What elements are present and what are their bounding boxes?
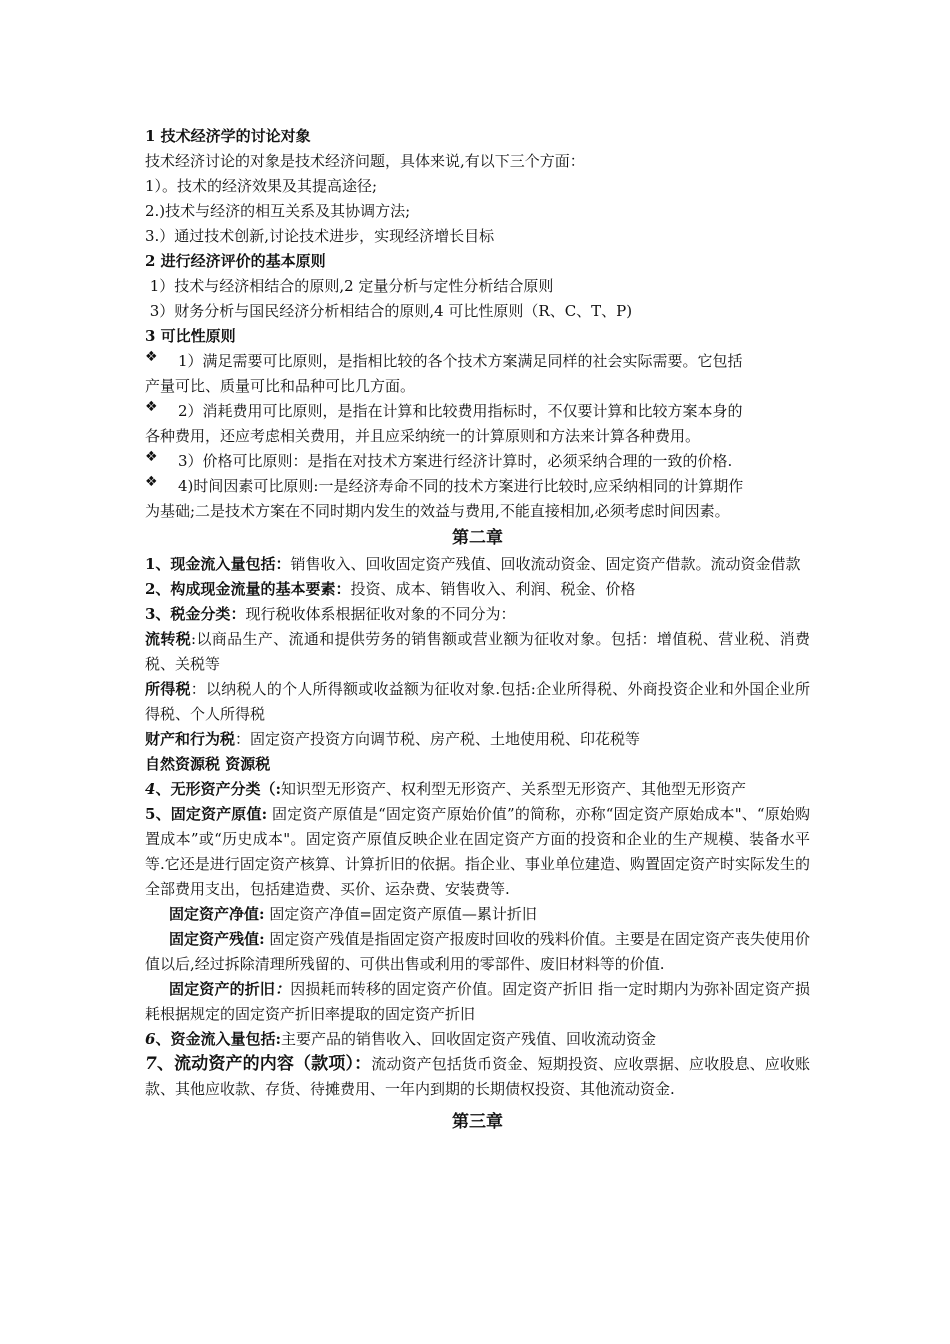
depreciation-colon: ： (275, 980, 291, 998)
cash-inflow-paragraph (145, 552, 810, 577)
capital-inflow-label: 、资金流入量包括: (155, 1030, 281, 1048)
cash-flow-elements-paragraph (145, 577, 810, 602)
current-assets-text: 流动资产包括货币资金、短期投资、应收票据、应收股息、应收账款、其他应收款、存货、待摊费用、一年内到期的长期债权投资、其他流动资金. (145, 1055, 810, 1098)
cash-flow-elements-text: 投资、成本、销售收入、利润、税金、价格 (350, 580, 636, 598)
principle-1-line-2: 产量可比、质量可比和品种可比几方面。 (145, 377, 416, 395)
principle-2-line-2: 各种费用，还应考虑相关费用，并且应采纳统一的计算原则和方法来计算各种费用。 (145, 427, 701, 445)
residual-value-label: 固定资产残值: (169, 930, 265, 948)
cash-flow-elements-label: 2、构成现金流量的基本要素： (145, 580, 351, 598)
principle-2-line-1: 2）消耗费用可比原则，是指在计算和比较费用指标时，不仅要计算和比较方案本身的 (178, 402, 743, 420)
principle-item-4 (145, 474, 810, 524)
bullet-diamond-icon: ❖ (145, 349, 158, 365)
tax-classification-text: 现行税收体系根据征收对象的不同分为： (245, 605, 516, 623)
section-1-item-2: 2.)技术与经济的相互关系及其协调方法; (145, 202, 411, 220)
turnover-tax-paragraph (145, 627, 810, 677)
income-tax-label: 所得税 (145, 680, 191, 698)
original-value-label: 5、固定资产原值: (145, 805, 268, 823)
principle-3-line-1: 3）价格可比原则：是指在对技术方案进行经济计算时，必须采纳合理的一致的价格. (178, 452, 733, 470)
cash-inflow-text: 销售收入、回收固定资产残值、回收流动资金、固定资产借款。流动资金借款 (290, 555, 801, 573)
current-assets-number: 7 (145, 1054, 157, 1074)
net-value-paragraph (145, 902, 810, 927)
intangible-assets-label: 、无形资产分类（: (155, 780, 281, 798)
principle-item-1 (145, 349, 810, 399)
depreciation-label: 固定资产的折旧 (169, 980, 276, 998)
section-1-title: 1 技术经济学的讨论对象 (145, 127, 311, 145)
section-2-line-2: 3）财务分析与国民经济分析相结合的原则,4 可比性原则（R、C、T、P) (145, 302, 633, 320)
section-2-line-1: 1）技术与经济相结合的原则,2 定量分析与定性分析结合原则 (145, 277, 554, 295)
resource-tax-heading: 自然资源税 资源税 (145, 755, 271, 773)
principle-1-line-1: 1）满足需要可比原则，是指相比较的各个技术方案满足同样的社会实际需要。它包括 (178, 352, 743, 370)
property-tax-label: 财产和行为税 (145, 730, 236, 748)
depreciation-paragraph (145, 977, 810, 1027)
chapter-3-heading: 第三章 (452, 1112, 503, 1132)
capital-inflow-number: 6 (145, 1030, 156, 1048)
document-body (145, 124, 810, 1136)
turnover-tax-label: 流转税 (145, 630, 192, 648)
intangible-assets-number: 4 (145, 780, 156, 798)
current-assets-label: 、流动资产的内容（款项）： (156, 1054, 372, 1074)
section-2-title: 2 进行经济评价的基本原则 (145, 252, 326, 270)
intangible-assets-text: 知识型无形资产、权利型无形资产、关系型无形资产、其他型无形资产 (280, 780, 746, 798)
residual-value-paragraph (145, 927, 810, 977)
section-1-item-3: 3.）通过技术创新,讨论技术进步，实现经济增长目标 (145, 227, 495, 245)
cash-inflow-label: 1、现金流入量包括： (145, 555, 291, 573)
chapter-2-heading: 第二章 (452, 528, 503, 548)
principle-4-line-2: 为基础;二是技术方案在不同时期内发生的效益与费用,不能直接相加,必须考虑时间因素。 (145, 502, 730, 520)
bullet-diamond-icon: ❖ (145, 449, 158, 465)
net-value-text: 固定资产净值=固定资产原值—累计折旧 (264, 905, 537, 923)
residual-value-text: 固定资产残值是指固定资产报废时回收的残料价值。主要是在固定资产丧失使用价值以后,经过拆除清理所残留的、可供出售或利用的零部件、废旧材料等的价值. (145, 930, 810, 973)
section-1-item-1: 1）。技术的经济效果及其提高途径; (145, 177, 378, 195)
property-tax-paragraph (145, 727, 810, 752)
principle-item-2 (145, 399, 810, 449)
original-value-text: 固定资产原值是“固定资产原始价值”的简称，亦称“固定资产原始成本"、“原始购置成本”或“历史成本"。固定资产原值反映企业在固定资产方面的投资和企业的生产规模、装备水平等.它还是进行固定资产核算、计算折旧的依据。指企业、事业单位建造、购置固定资产时实际发生的全部费用支出，包括建造费、买价、运杂费、安装费等. (145, 805, 810, 898)
net-value-label: 固定资产净值: (169, 905, 265, 923)
principle-4-line-1: 4)时间因素可比原则:一是经济寿命不同的技术方案进行比较时,应采纳相同的计算期作 (178, 477, 744, 495)
income-tax-text: ：以纳税人的个人所得额或收益额为征收对象.包括:企业所得税、外商投资企业和外国企业所得税、个人所得税 (145, 680, 810, 723)
principle-item-3 (145, 449, 810, 474)
original-value-paragraph (145, 802, 810, 902)
intangible-assets-paragraph (145, 777, 810, 802)
bullet-diamond-icon: ❖ (145, 474, 158, 490)
capital-inflow-text: 主要产品的销售收入、回收固定资产残值、回收流动资金 (280, 1030, 656, 1048)
turnover-tax-text: :以商品生产、流通和提供劳务的销售额或营业额为征收对象。包括：增值税、营业税、消费税、关税等 (145, 630, 810, 673)
capital-inflow-paragraph (145, 1027, 810, 1052)
tax-classification-label: 3、税金分类： (145, 605, 246, 623)
property-tax-text: ：固定资产投资方向调节税、房产税、土地使用税、印花税等 (235, 730, 641, 748)
depreciation-text: 因损耗而转移的固定资产价值。固定资产折旧 指一定时期内为弥补固定资产损耗根据规定的固定资产折旧率提取的固定资产折旧 (145, 980, 810, 1023)
section-1-intro: 技术经济讨论的对象是技术经济问题，具体来说,有以下三个方面： (145, 152, 585, 170)
income-tax-paragraph (145, 677, 810, 727)
section-3-title: 3 可比性原则 (145, 327, 236, 345)
current-assets-paragraph (145, 1052, 810, 1102)
bullet-diamond-icon: ❖ (145, 399, 158, 415)
tax-classification-paragraph (145, 602, 810, 627)
